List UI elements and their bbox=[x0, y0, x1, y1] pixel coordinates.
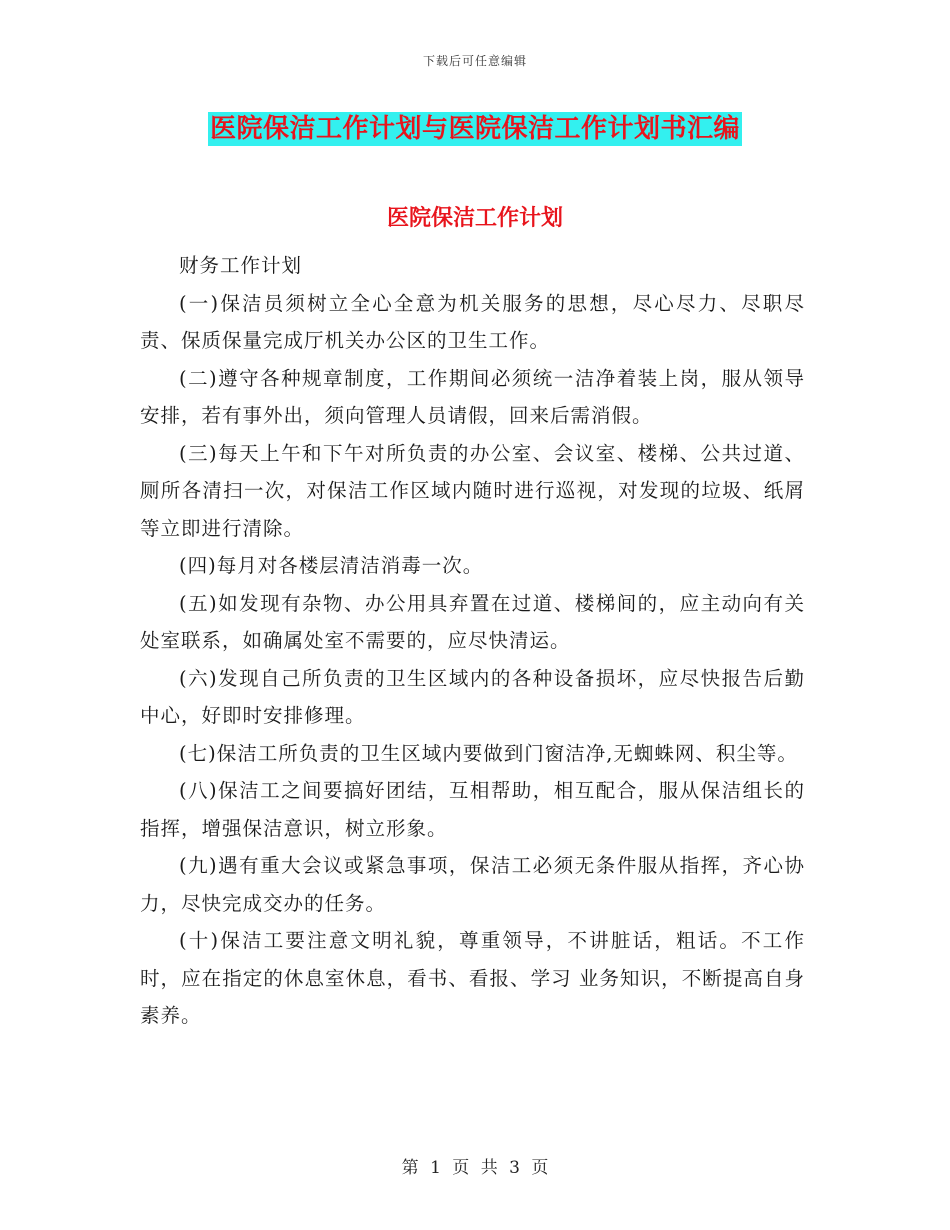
paragraph: (六)发现自己所负责的卫生区域内的各种设备损坏，应尽快报告后勤中心，好即时安排修理。 bbox=[140, 666, 805, 727]
paragraph: (八)保洁工之间要搞好团结，互相帮助，相互配合，服从保洁组长的指挥，增强保洁意识，树立形象。 bbox=[140, 779, 805, 840]
paragraph: (十)保洁工要注意文明礼貌，尊重领导，不讲脏话，粗话。不工作时，应在指定的休息室休息，看书、看报、学习 业务知识，不断提高自身素养。 bbox=[140, 929, 805, 1027]
section-title: 医院保洁工作计划 bbox=[386, 205, 563, 231]
paragraph: (七)保洁工所负责的卫生区域内要做到门窗洁净,无蜘蛛网、积尘等。 bbox=[179, 741, 798, 765]
document-title-text: 医院保洁工作计划与医院保洁工作计划书汇编 bbox=[209, 114, 740, 144]
paragraph: (四)每月对各楼层清洁消毒一次。 bbox=[179, 554, 484, 577]
paragraph: 财务工作计划 bbox=[179, 254, 303, 277]
page-footer: 第 1 页 共 3 页 bbox=[401, 1158, 549, 1178]
paragraph: (三)每天上午和下午对所负责的办公室、会议室、楼梯、公共过道、厕所各清扫一次，对保洁工作区域内随时进行巡视，对发现的垃圾、纸屑等立即进行清除。 bbox=[140, 441, 805, 540]
paragraph: (五)如发现有杂物、办公用具弃置在过道、楼梯间的，应主动向有关处室联系，如确属处室不需要的，应尽快清运。 bbox=[140, 591, 805, 652]
header-note: 下载后可任意编辑 bbox=[422, 54, 527, 68]
document-title bbox=[0, 112, 950, 146]
paragraph: (一)保洁员须树立全心全意为机关服务的思想，尽心尽力、尽职尽责、保质保量完成厅机关办公区的卫生工作。 bbox=[140, 291, 805, 352]
paragraph: (九)遇有重大会议或紧急事项，保洁工必须无条件服从指挥，齐心协力，尽快完成交办的任务。 bbox=[140, 854, 805, 915]
document-body bbox=[140, 247, 805, 1035]
paragraph: (二)遵守各种规章制度，工作期间必须统一洁净着装上岗，服从领导安排，若有事外出，须向管理人员请假，回来后需消假。 bbox=[140, 366, 805, 427]
